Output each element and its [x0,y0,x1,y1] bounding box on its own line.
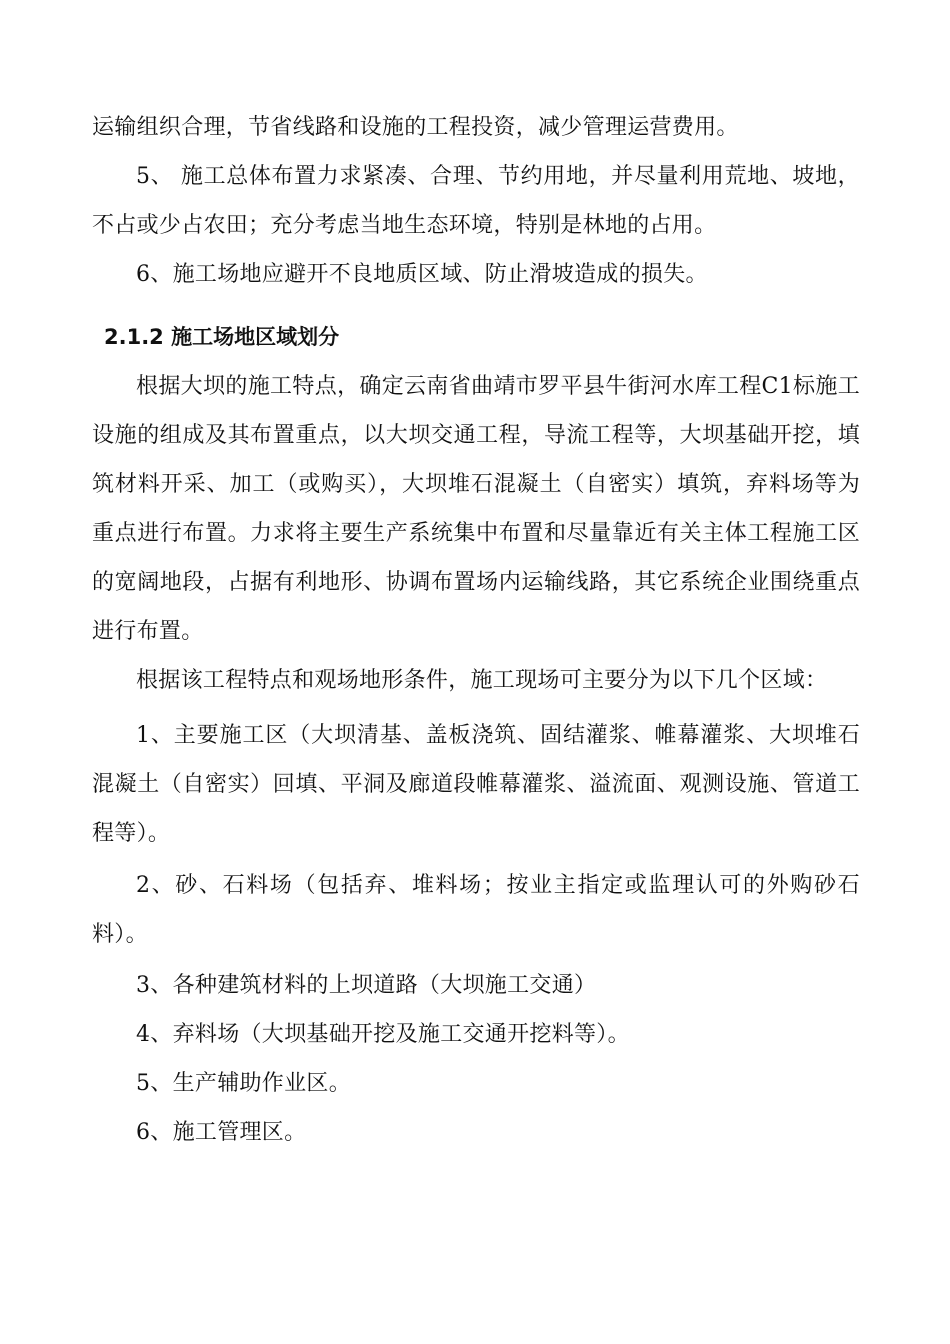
paragraph-area-division: 根据该工程特点和观场地形条件，施工现场可主要分为以下几个区域： [136,668,828,693]
list-item-area-6: 6、施工管理区。 [136,1120,307,1145]
section-heading: 2.1.2 施工场地区域划分 [104,325,340,349]
paragraph-item-5-layout: 5、 施工总体布置力求紧凑、合理、节约用地，并尽量利用荒地、坡地，不占或少占农田；充分考虑当地生态环境，特别是林地的占用。 [92,164,860,238]
paragraph-transport: 运输组织合理，节省线路和设施的工程投资，减少管理运营费用。 [92,115,739,140]
list-item-area-3: 3、各种建筑材料的上坝道路（大坝施工交通） [136,973,597,998]
list-item-area-1: 1、主要施工区（大坝清基、盖板浇筑、固结灌浆、帷幕灌浆、大坝堆石混凝土（自密实）回填、平洞及廊道段帷幕灌浆、溢流面、观测设施、管道工程等）。 [92,723,860,846]
list-item-area-2: 2、砂、石料场（包括弃、堆料场；按业主指定或监理认可的外购砂石料）。 [92,873,860,947]
paragraph-item-6-site: 6、施工场地应避开不良地质区域、防止滑坡造成的损失。 [136,262,708,287]
paragraph-dam-layout: 根据大坝的施工特点，确定云南省曲靖市罗平县牛街河水库工程C1标施工设施的组成及其布置重点，以大坝交通工程，导流工程等，大坝基础开挖，填筑材料开采、加工（或购买），大坝堆石混凝土（自密实）填筑，弃料场等为重点进行布置。力求将主要生产系统集中布置和尽量靠近有关主体工程施工区的宽阔地段，占据有利地形、协调布置场内运输线路，其它系统企业围绕重点进行布置。 [92,374,860,644]
list-item-area-4: 4、弃料场（大坝基础开挖及施工交通开挖料等）。 [136,1022,630,1047]
list-item-area-5: 5、生产辅助作业区。 [136,1071,351,1096]
